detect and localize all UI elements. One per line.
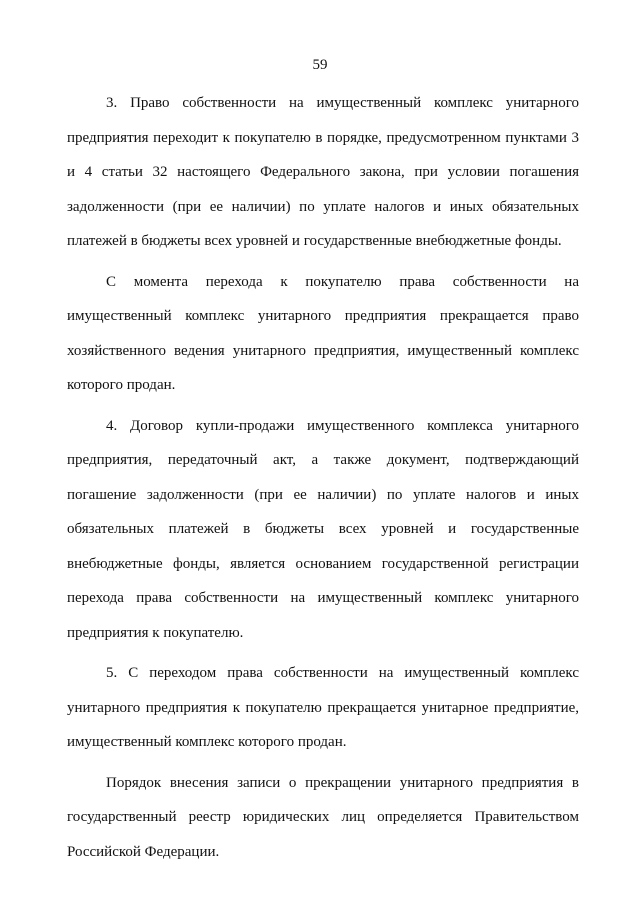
paragraph-transfer-moment: С момента перехода к покупателю права собственности на имущественный комплекс унитарного предприятия прекращается право хозяйственного ведения унитарного предприятия, имущественный комплекс которого продан. [67, 273, 579, 393]
page-number: 59 [312, 57, 328, 73]
paragraph-clause-3: 3. Право собственности на имущественный комплекс унитарного предприятия переходит к покупателю в порядке, предусмотренном пунктами 3 и 4 статьи 32 настоящего Федерального закона, при условии погашения задолженности (при ее наличии) по уплате налогов и иных обязательных платежей в бюджеты всех уровней и государственные внебюджетные фонды. [67, 95, 579, 249]
paragraph-clause-5: 5. С переходом права собственности на имущественный комплекс унитарного предприятия к покупателю прекращается унитарное предприятие, имущественный комплекс которого продан. [67, 665, 579, 750]
paragraph-registry-procedure: Порядок внесения записи о прекращении унитарного предприятия в государственный реестр юридических лиц определяется Правительством Российской Федерации. [67, 774, 579, 860]
paragraph-clause-4: 4. Договор купли-продажи имущественного комплекса унитарного предприятия, передаточный акт, а также документ, подтверждающий погашение задолженности (при ее наличии) по уплате налогов и иных обязательных платежей в бюджеты всех уровней и государственные внебюджетные фонды, является основанием государственной регистрации перехода права собственности на имущественный комплекс унитарного предприятия к покупателю. [67, 417, 579, 641]
document-body [67, 86, 579, 875]
